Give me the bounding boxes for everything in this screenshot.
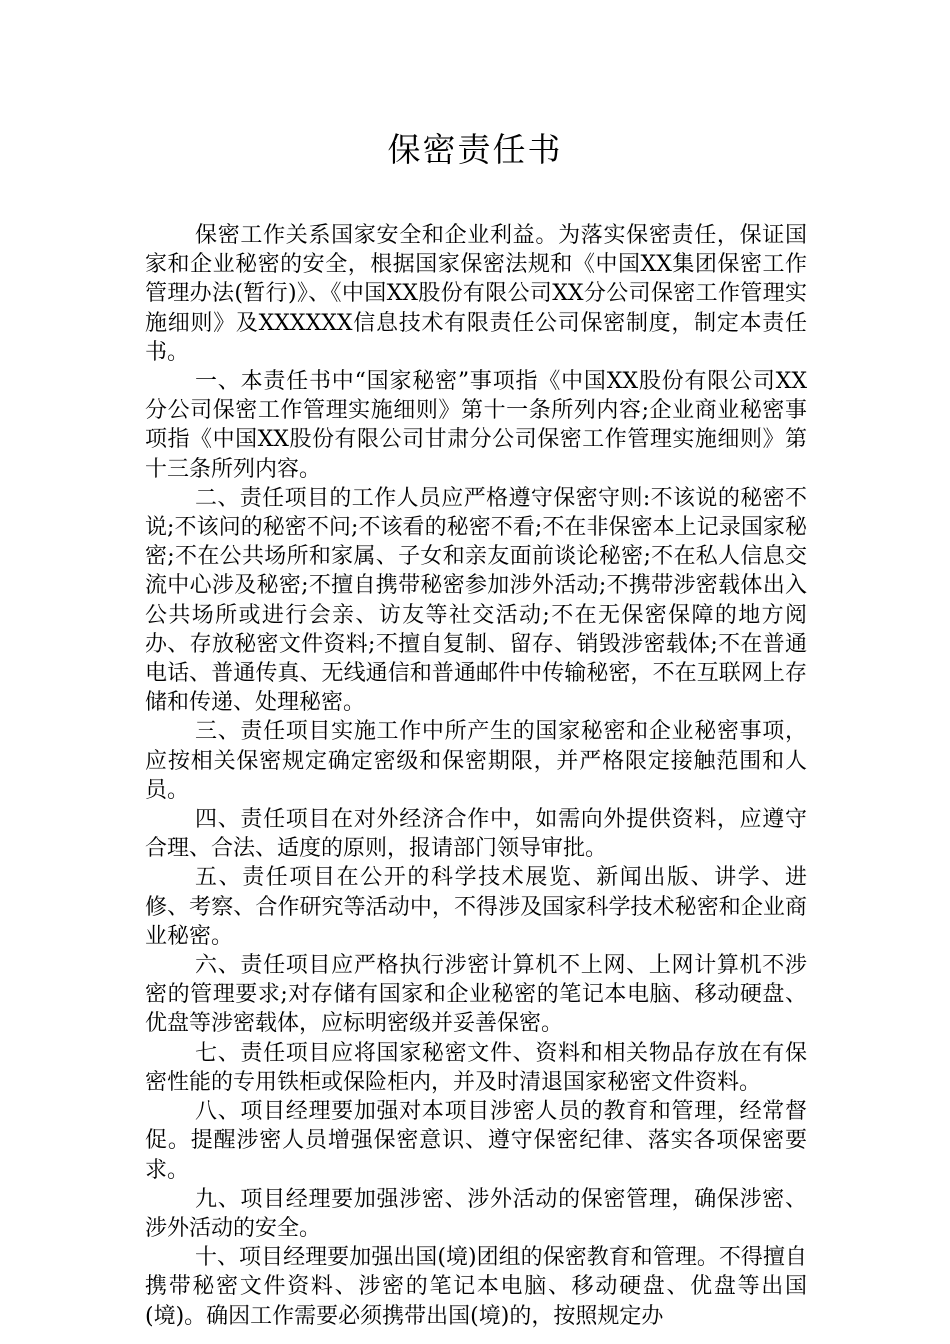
document-body bbox=[145, 221, 807, 1331]
paragraph-clause-1: 一、本责任书中“国家秘密”事项指《中国XX股份有限公司XX分公司保密工作管理实施细则》第十一条所列内容;企业商业秘密事项指《中国XX股份有限公司甘肃分公司保密工作管理实施细则》第十三条所列内容。 bbox=[145, 369, 807, 482]
paragraph-clause-3: 三、责任项目实施工作中所产生的国家秘密和企业秘密事项，应按相关保密规定确定密级和保密期限，并严格限定接触范围和人员。 bbox=[145, 719, 807, 803]
paragraph-clause-5: 五、责任项目在公开的科学技术展览、新闻出版、讲学、进修、考察、合作研究等活动中，不得涉及国家科学技术秘密和企业商业秘密。 bbox=[145, 865, 807, 949]
document-title: 保密责任书 bbox=[387, 130, 563, 169]
paragraph-clause-8: 八、项目经理要加强对本项目涉密人员的教育和管理，经常督促。提醒涉密人员增强保密意识、遵守保密纪律、落实各项保密要求。 bbox=[145, 1099, 807, 1183]
paragraph-clause-7: 七、责任项目应将国家秘密文件、资料和相关物品存放在有保密性能的专用铁柜或保险柜内，并及时清退国家秘密文件资料。 bbox=[145, 1040, 807, 1095]
paragraph-clause-10: 十、项目经理要加强出国(境)团组的保密教育和管理。不得擅自携带秘密文件资料、涉密的笔记本电脑、移动硬盘、优盘等出国(境)。确因工作需要必须携带出国(境)的，按照规定办 bbox=[145, 1245, 807, 1329]
paragraph-clause-2: 二、责任项目的工作人员应严格遵守保密守则:不该说的秘密不说;不该问的秘密不问;不该看的秘密不看;不在非保密本上记录国家秘密;不在公共场所和家属、子女和亲友面前谈论秘密;不在私人信息交流中心涉及秘密;不擅自携带秘密参加涉外活动;不携带涉密载体出入公共场所或进行会亲、访友等社交活动;不在无保密保障的地方阅办、存放秘密文件资料;不擅自复制、留存、销毁涉密载体;不在普通电话、普通传真、无线通信和普通邮件中传输秘密，不在互联网上存储和传递、处理秘密。 bbox=[145, 485, 807, 716]
paragraph-clause-9: 九、项目经理要加强涉密、涉外活动的保密管理，确保涉密、涉外活动的安全。 bbox=[145, 1186, 807, 1241]
paragraph-clause-4: 四、责任项目在对外经济合作中，如需向外提供资料，应遵守合理、合法、适度的原则，报请部门领导审批。 bbox=[145, 807, 807, 862]
paragraph-clause-6: 六、责任项目应严格执行涉密计算机不上网、上网计算机不涉密的管理要求;对存储有国家和企业秘密的笔记本电脑、移动硬盘、优盘等涉密载体，应标明密级并妥善保密。 bbox=[145, 953, 807, 1037]
paragraph-intro: 保密工作关系国家安全和企业利益。为落实保密责任，保证国家和企业秘密的安全，根据国家保密法规和《中国XX集团保密工作管理办法(暂行)》、《中国XX股份有限公司XX分公司保密工作管理实施细则》及XXXXXX信息技术有限责任公司保密制度，制定本责任书。 bbox=[145, 223, 807, 365]
